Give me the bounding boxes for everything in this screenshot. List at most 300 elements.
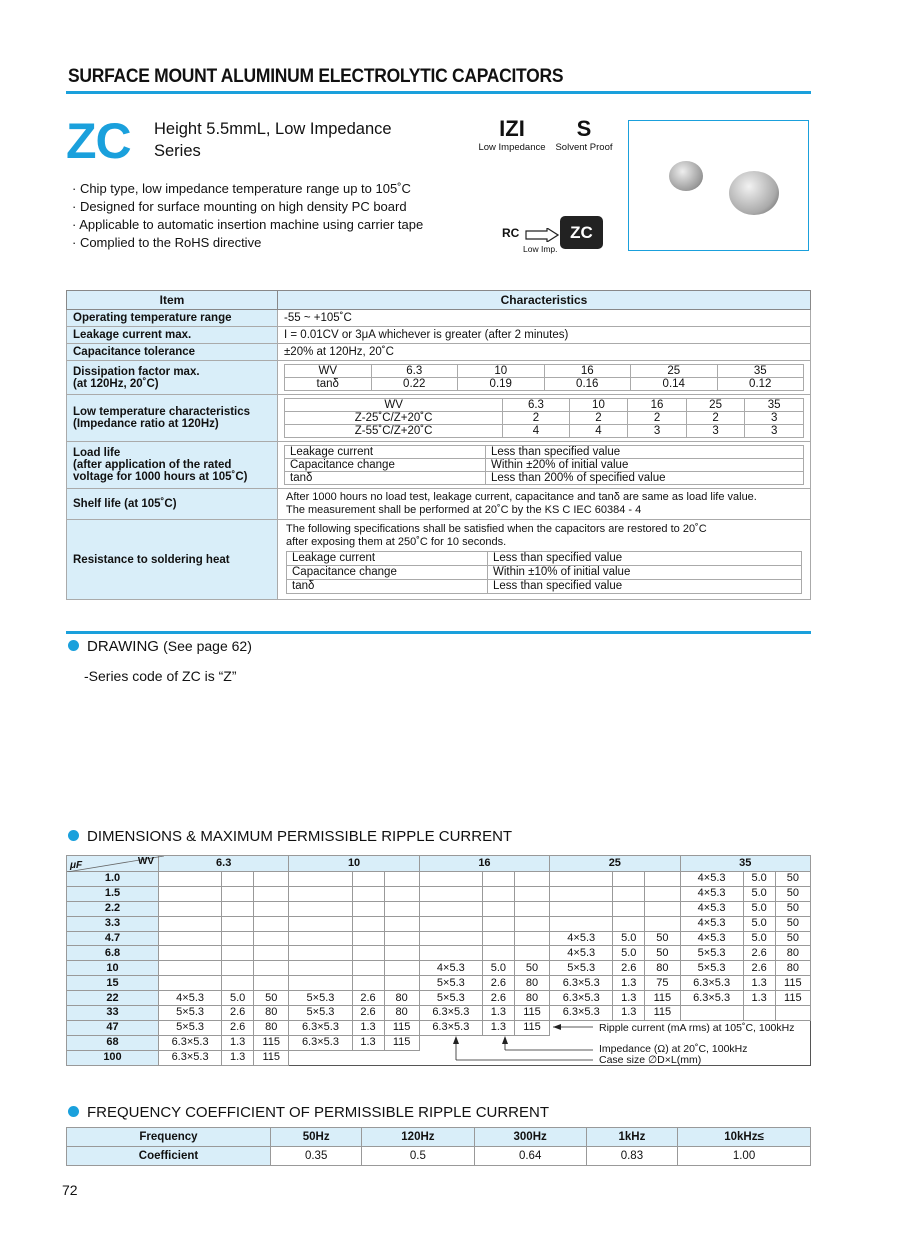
- heading-text: DIMENSIONS & MAXIMUM PERMISSIBLE RIPPLE CURRENT: [87, 828, 513, 845]
- df-cell: tanδ: [285, 378, 372, 391]
- df-cell: 0.19: [458, 378, 545, 391]
- lowtemp-cell: Z-25˚C/Z+20˚C: [285, 412, 503, 425]
- dimension-cell: 5×5.3: [680, 946, 743, 961]
- coefficient-cell: 0.35: [271, 1147, 362, 1166]
- dimension-cell: 50: [254, 991, 289, 1006]
- characteristics-table: [66, 290, 811, 600]
- dimension-cell: [352, 931, 384, 946]
- dimension-cell: 5×5.3: [289, 991, 352, 1006]
- dimension-cell: 2.6: [222, 1006, 254, 1021]
- dimension-cell: 5.0: [743, 931, 775, 946]
- spec-label: Capacitance tolerance: [67, 344, 278, 361]
- dimension-cell: [352, 946, 384, 961]
- dimension-cell: [680, 1006, 743, 1021]
- dimension-cell: 50: [514, 961, 549, 976]
- badge-label: Solvent Proof: [555, 142, 613, 153]
- spec-label: Shelf life (at 105˚C): [67, 489, 278, 520]
- table-row: [67, 991, 811, 1006]
- dimension-cell: 80: [775, 946, 810, 961]
- dimension-cell: [222, 961, 254, 976]
- dimension-cell: 4×5.3: [680, 916, 743, 931]
- dimension-cell: [384, 886, 419, 901]
- dimension-cell: [254, 931, 289, 946]
- dimension-cell: [550, 886, 613, 901]
- dimension-cell: [419, 872, 482, 887]
- voltage-header: 16: [419, 856, 549, 872]
- dimension-cell: [289, 961, 352, 976]
- dimension-cell: 1.3: [482, 1006, 514, 1021]
- dimension-cell: [419, 916, 482, 931]
- dimension-cell: [384, 872, 419, 887]
- spec-value: [278, 520, 811, 600]
- capacitance-label: 100: [67, 1050, 159, 1065]
- dimension-cell: 5×5.3: [159, 1020, 222, 1035]
- dimension-cell: [222, 872, 254, 887]
- dimension-cell: [550, 901, 613, 916]
- legend-ripple: Ripple current (mA rms) at 105˚C, 100kHz: [599, 1022, 795, 1034]
- table-row: [67, 901, 811, 916]
- dimension-cell: 4×5.3: [680, 901, 743, 916]
- criteria-value: Less than specified value: [486, 446, 804, 459]
- dimension-cell: [550, 872, 613, 887]
- lowtemp-cell: 10: [569, 399, 628, 412]
- lowtemp-cell: 4: [569, 425, 628, 438]
- dimension-cell: [289, 946, 352, 961]
- dimension-cell: 1.3: [352, 1020, 384, 1035]
- dimension-cell: 1.3: [222, 1035, 254, 1050]
- spec-label: [67, 361, 278, 395]
- dimension-cell: [222, 916, 254, 931]
- capacitance-label: 3.3: [67, 916, 159, 931]
- dimension-cell: [159, 946, 222, 961]
- criteria-value: Within ±20% of initial value: [486, 459, 804, 472]
- voltage-header: 10: [289, 856, 419, 872]
- label-line: Load life: [73, 447, 121, 459]
- dimension-cell: 50: [775, 886, 810, 901]
- dimension-cell: [254, 916, 289, 931]
- dimension-cell: [482, 946, 514, 961]
- capacitance-label: 33: [67, 1006, 159, 1021]
- badge-label: Low Impedance: [478, 142, 546, 153]
- dimension-cell: [550, 916, 613, 931]
- spec-value: I = 0.01CV or 3μA whichever is greater (after 2 minutes): [278, 327, 811, 344]
- spec-value: [278, 489, 811, 520]
- capacitance-label: 22: [67, 991, 159, 1006]
- dimensions-heading: [68, 828, 512, 845]
- dimension-cell: 115: [645, 1006, 680, 1021]
- dimension-cell: [352, 961, 384, 976]
- df-cell: 16: [544, 365, 631, 378]
- lowtemp-cell: 4: [503, 425, 569, 438]
- dimension-cell: 5.0: [743, 886, 775, 901]
- dimension-cell: 4×5.3: [680, 886, 743, 901]
- dimension-cell: [613, 901, 645, 916]
- voltage-header: 6.3: [159, 856, 289, 872]
- lowtemp-cell: 3: [745, 425, 804, 438]
- dimension-cell: 6.3×5.3: [419, 1006, 482, 1021]
- dimension-cell: 5×5.3: [550, 961, 613, 976]
- lowtemp-cell: 2: [503, 412, 569, 425]
- lowtemp-cell: Z-55˚C/Z+20˚C: [285, 425, 503, 438]
- capacitance-label: 1.5: [67, 886, 159, 901]
- spec-value: [278, 395, 811, 442]
- frequency-cell: Frequency: [67, 1128, 271, 1147]
- bullet-icon: [68, 640, 79, 651]
- dimension-cell: [384, 916, 419, 931]
- dimension-cell: 5×5.3: [159, 1006, 222, 1021]
- frequency-cell: 50Hz: [271, 1128, 362, 1147]
- wv-row: [285, 365, 804, 378]
- flow-to-label: ZC: [560, 216, 603, 249]
- dimension-cell: [159, 872, 222, 887]
- bullet-icon: [68, 1106, 79, 1117]
- dimension-cell: [514, 886, 549, 901]
- dimension-cell: 115: [254, 1035, 289, 1050]
- low-impedance-icon: IZI: [499, 116, 525, 141]
- frequency-cell: 300Hz: [474, 1128, 586, 1147]
- dimension-cell: 80: [384, 991, 419, 1006]
- dimension-cell: [159, 931, 222, 946]
- dissipation-table: [284, 364, 804, 391]
- dimension-cell: 2.6: [352, 991, 384, 1006]
- df-cell: 0.14: [631, 378, 718, 391]
- dimension-cell: 115: [384, 1020, 419, 1035]
- label-line: Dissipation factor max.: [73, 365, 200, 378]
- feature-item: · Designed for surface mounting on high density PC board: [72, 199, 407, 214]
- df-cell: 0.22: [371, 378, 458, 391]
- wv-label: WV: [137, 856, 154, 867]
- dimension-cell: 2.6: [352, 1006, 384, 1021]
- dimension-cell: 50: [775, 916, 810, 931]
- criteria-name: tanδ: [287, 580, 488, 594]
- criteria-value: Less than 200% of specified value: [486, 472, 804, 485]
- dimension-cell: 2.6: [613, 961, 645, 976]
- dimension-cell: [613, 916, 645, 931]
- table-row: [67, 916, 811, 931]
- table-row: [67, 976, 811, 991]
- voltage-header: 25: [550, 856, 680, 872]
- section-rule: [66, 631, 811, 634]
- arrow-right-icon: [525, 228, 559, 242]
- dimension-cell: [222, 976, 254, 991]
- dimension-cell: 80: [775, 961, 810, 976]
- coefficient-cell: Coefficient: [67, 1147, 271, 1166]
- page-number: 72: [62, 1182, 78, 1198]
- legend-case-size: Case size ∅D×L(mm): [599, 1054, 702, 1066]
- drawing-heading: [68, 638, 252, 655]
- flow-caption: Low Imp.: [523, 244, 558, 254]
- voltage-header: 35: [680, 856, 811, 872]
- dimension-cell: [222, 946, 254, 961]
- lowtemp-cell: 35: [745, 399, 804, 412]
- lowtemp-cell: 25: [686, 399, 745, 412]
- dimension-cell: [384, 946, 419, 961]
- lowtemp-cell: 3: [628, 425, 687, 438]
- capacitor-image: [729, 171, 779, 215]
- spec-label: [67, 395, 278, 442]
- dimension-cell: 5×5.3: [289, 1006, 352, 1021]
- frequency-heading: [68, 1104, 549, 1121]
- dimension-cell: 115: [514, 1020, 549, 1035]
- dimension-cell: 75: [645, 976, 680, 991]
- feature-item: · Chip type, low impedance temperature range up to 105˚C: [72, 181, 411, 196]
- dimension-cell: 80: [514, 991, 549, 1006]
- dimension-cell: [159, 901, 222, 916]
- dimension-cell: 50: [775, 901, 810, 916]
- series-desc-line1: Height 5.5mmL, Low Impedance: [154, 120, 392, 138]
- dimension-cell: 115: [254, 1050, 289, 1065]
- z25-row: [285, 412, 804, 425]
- coefficient-cell: 1.00: [678, 1147, 811, 1166]
- spec-label: Operating temperature range: [67, 310, 278, 327]
- dimension-cell: 6.3×5.3: [680, 976, 743, 991]
- capacitance-label: 4.7: [67, 931, 159, 946]
- dimension-cell: 50: [775, 931, 810, 946]
- dimension-cell: [419, 946, 482, 961]
- lowtemp-cell: 6.3: [503, 399, 569, 412]
- lowtemp-cell: 3: [686, 425, 745, 438]
- load-life-table: [284, 445, 804, 485]
- dimension-cell: 5.0: [743, 872, 775, 887]
- dimension-cell: [645, 872, 680, 887]
- dimension-cell: [645, 886, 680, 901]
- dimension-cell: 80: [254, 1020, 289, 1035]
- dimension-cell: [514, 931, 549, 946]
- dimension-cell: 115: [384, 1035, 419, 1050]
- label-line: (Impedance ratio at 120Hz): [73, 418, 219, 430]
- empty-cell: [289, 1050, 352, 1065]
- dimension-cell: [384, 901, 419, 916]
- product-photo: [628, 120, 809, 251]
- low-temp-table: [284, 398, 804, 438]
- table-row: [67, 872, 811, 887]
- dimension-cell: 6.3×5.3: [680, 991, 743, 1006]
- coefficient-cell: 0.5: [362, 1147, 474, 1166]
- dimension-cell: [419, 886, 482, 901]
- label-line: voltage for 1000 hours at 105˚C): [73, 471, 248, 483]
- label-line: Low temperature characteristics: [73, 406, 251, 418]
- dimension-cell: [289, 916, 352, 931]
- dimension-cell: 115: [775, 991, 810, 1006]
- frequency-cell: 10kHz≤: [678, 1128, 811, 1147]
- dimension-cell: [645, 901, 680, 916]
- capacitance-label: 1.0: [67, 872, 159, 887]
- dimension-cell: [352, 901, 384, 916]
- dimension-cell: 6.3×5.3: [159, 1050, 222, 1065]
- bullet-icon: [68, 830, 79, 841]
- dimension-cell: 2.6: [222, 1020, 254, 1035]
- dimension-cell: 5.0: [613, 931, 645, 946]
- capacitance-label: 6.8: [67, 946, 159, 961]
- uf-label: μF: [70, 860, 83, 871]
- header-item: Item: [67, 291, 278, 310]
- dimension-cell: 2.6: [482, 991, 514, 1006]
- dimension-cell: [289, 872, 352, 887]
- heading-text: DRAWING: [87, 638, 159, 655]
- label-line: (at 120Hz, 20˚C): [73, 377, 159, 390]
- df-cell: 25: [631, 365, 718, 378]
- dimension-cell: [482, 916, 514, 931]
- frequency-table: [66, 1127, 811, 1166]
- dimension-cell: [482, 931, 514, 946]
- shelf-line: The measurement shall be performed at 20˚C by the KS C IEC 60384 - 4: [286, 504, 642, 516]
- legend-impedance: Impedance (Ω) at 20˚C, 100kHz: [599, 1043, 748, 1055]
- dimension-cell: 6.3×5.3: [159, 1035, 222, 1050]
- dimension-cell: [159, 976, 222, 991]
- lowtemp-cell: WV: [285, 399, 503, 412]
- dimension-cell: 4×5.3: [419, 961, 482, 976]
- dimension-cell: [384, 931, 419, 946]
- frequency-row: [67, 1128, 811, 1147]
- dimension-cell: [743, 1006, 775, 1021]
- criteria-name: Capacitance change: [285, 459, 486, 472]
- dimension-cell: [514, 946, 549, 961]
- dimension-cell: [222, 901, 254, 916]
- corner-cell: [67, 856, 159, 872]
- capacitance-label: 10: [67, 961, 159, 976]
- solvent-proof-badge: [544, 116, 624, 153]
- dimension-cell: [159, 916, 222, 931]
- spec-value: ±20% at 120Hz, 20˚C: [278, 344, 811, 361]
- spec-value: [278, 361, 811, 395]
- spec-value: [278, 442, 811, 489]
- dimension-cell: 115: [775, 976, 810, 991]
- dimension-cell: [159, 886, 222, 901]
- criteria-name: Leakage current: [287, 552, 488, 566]
- criteria-name: tanδ: [285, 472, 486, 485]
- dimension-cell: [254, 886, 289, 901]
- dimension-cell: 80: [254, 1006, 289, 1021]
- dimension-cell: 1.3: [613, 1006, 645, 1021]
- series-code: ZC: [66, 113, 131, 169]
- dimension-cell: [352, 886, 384, 901]
- df-cell: 0.12: [717, 378, 804, 391]
- dimension-cell: 4×5.3: [680, 872, 743, 887]
- lowtemp-cell: 2: [686, 412, 745, 425]
- dimension-cell: 6.3×5.3: [289, 1020, 352, 1035]
- series-desc-line2: Series: [154, 142, 201, 160]
- dimension-cell: 2.6: [743, 946, 775, 961]
- dimension-cell: 80: [384, 1006, 419, 1021]
- criteria-value: Within ±10% of initial value: [488, 566, 802, 580]
- dimension-cell: 5.0: [222, 991, 254, 1006]
- capacitor-image: [669, 161, 703, 191]
- dimension-cell: 1.3: [743, 976, 775, 991]
- dimension-cell: [352, 976, 384, 991]
- criteria-value: Less than specified value: [488, 552, 802, 566]
- label-line: (after application of the rated: [73, 459, 232, 471]
- low-impedance-badge: [472, 116, 552, 153]
- empty-cell: [384, 1050, 419, 1065]
- dimension-cell: [419, 901, 482, 916]
- dimension-cell: 1.3: [222, 1050, 254, 1065]
- frequency-cell: 120Hz: [362, 1128, 474, 1147]
- dimension-cell: 115: [645, 991, 680, 1006]
- dimension-cell: 50: [645, 946, 680, 961]
- criteria-name: Capacitance change: [287, 566, 488, 580]
- dimension-cell: 6.3×5.3: [550, 991, 613, 1006]
- dimension-cell: [613, 886, 645, 901]
- spec-value: -55 ~ +105˚C: [278, 310, 811, 327]
- table-row: [67, 946, 811, 961]
- dimension-cell: [254, 901, 289, 916]
- dimension-cell: [352, 916, 384, 931]
- flow-from-label: RC: [502, 226, 520, 240]
- dimension-cell: 1.3: [482, 1020, 514, 1035]
- feature-item: · Applicable to automatic insertion machine using carrier tape: [72, 217, 424, 232]
- frequency-cell: 1kHz: [586, 1128, 677, 1147]
- series-code-note: -Series code of ZC is “Z”: [84, 668, 237, 684]
- page-reference: (See page 62): [163, 638, 252, 654]
- dimension-cell: 50: [775, 872, 810, 887]
- dimension-cell: 50: [645, 931, 680, 946]
- dimension-cell: 2.6: [743, 961, 775, 976]
- criteria-value: Less than specified value: [488, 580, 802, 594]
- dimension-cell: 6.3×5.3: [550, 1006, 613, 1021]
- capacitance-label: 2.2: [67, 901, 159, 916]
- dimension-cell: [514, 916, 549, 931]
- z55-row: [285, 425, 804, 438]
- dimension-cell: [289, 976, 352, 991]
- dimension-cell: 1.3: [613, 976, 645, 991]
- dimension-cell: [289, 931, 352, 946]
- dimension-cell: [482, 872, 514, 887]
- feature-item: · Complied to the RoHS directive: [72, 235, 262, 250]
- capacitance-label: 68: [67, 1035, 159, 1050]
- dimension-cell: [384, 976, 419, 991]
- title-rule: [66, 91, 811, 94]
- lowtemp-cell: 3: [745, 412, 804, 425]
- series-description: [154, 118, 434, 162]
- solder-line: The following specifications shall be satisfied when the capacitors are restored to 20˚C: [286, 523, 707, 535]
- dimension-cell: 2.6: [482, 976, 514, 991]
- dimension-cell: [254, 946, 289, 961]
- spec-label: [67, 442, 278, 489]
- dimension-cell: 1.3: [743, 991, 775, 1006]
- dimension-cell: 4×5.3: [159, 991, 222, 1006]
- df-cell: 0.16: [544, 378, 631, 391]
- df-cell: 35: [717, 365, 804, 378]
- tan-row: [285, 378, 804, 391]
- dimension-cell: 5.0: [743, 901, 775, 916]
- dimension-cell: [352, 872, 384, 887]
- dimension-cell: 6.3×5.3: [419, 1020, 482, 1035]
- table-row: [67, 961, 811, 976]
- dimension-cell: 4×5.3: [550, 946, 613, 961]
- dimension-cell: [289, 901, 352, 916]
- dimension-cell: 6.3×5.3: [550, 976, 613, 991]
- solder-table: [286, 551, 802, 594]
- dimension-cell: [613, 872, 645, 887]
- dimension-cell: 80: [514, 976, 549, 991]
- dimension-cell: [775, 1006, 810, 1021]
- dimension-cell: 4×5.3: [550, 931, 613, 946]
- dimension-cell: [289, 886, 352, 901]
- spec-label: Resistance to soldering heat: [67, 520, 278, 600]
- table-row: [67, 886, 811, 901]
- dimension-cell: 5.0: [743, 916, 775, 931]
- criteria-name: Leakage current: [285, 446, 486, 459]
- table-row: [67, 931, 811, 946]
- capacitance-label: 15: [67, 976, 159, 991]
- df-cell: 10: [458, 365, 545, 378]
- dimension-cell: 6.3×5.3: [289, 1035, 352, 1050]
- coefficient-cell: 0.83: [586, 1147, 677, 1166]
- dimension-cell: 5.0: [482, 961, 514, 976]
- dimension-cell: [419, 931, 482, 946]
- lowtemp-cell: 16: [628, 399, 687, 412]
- dimension-cell: 1.3: [352, 1035, 384, 1050]
